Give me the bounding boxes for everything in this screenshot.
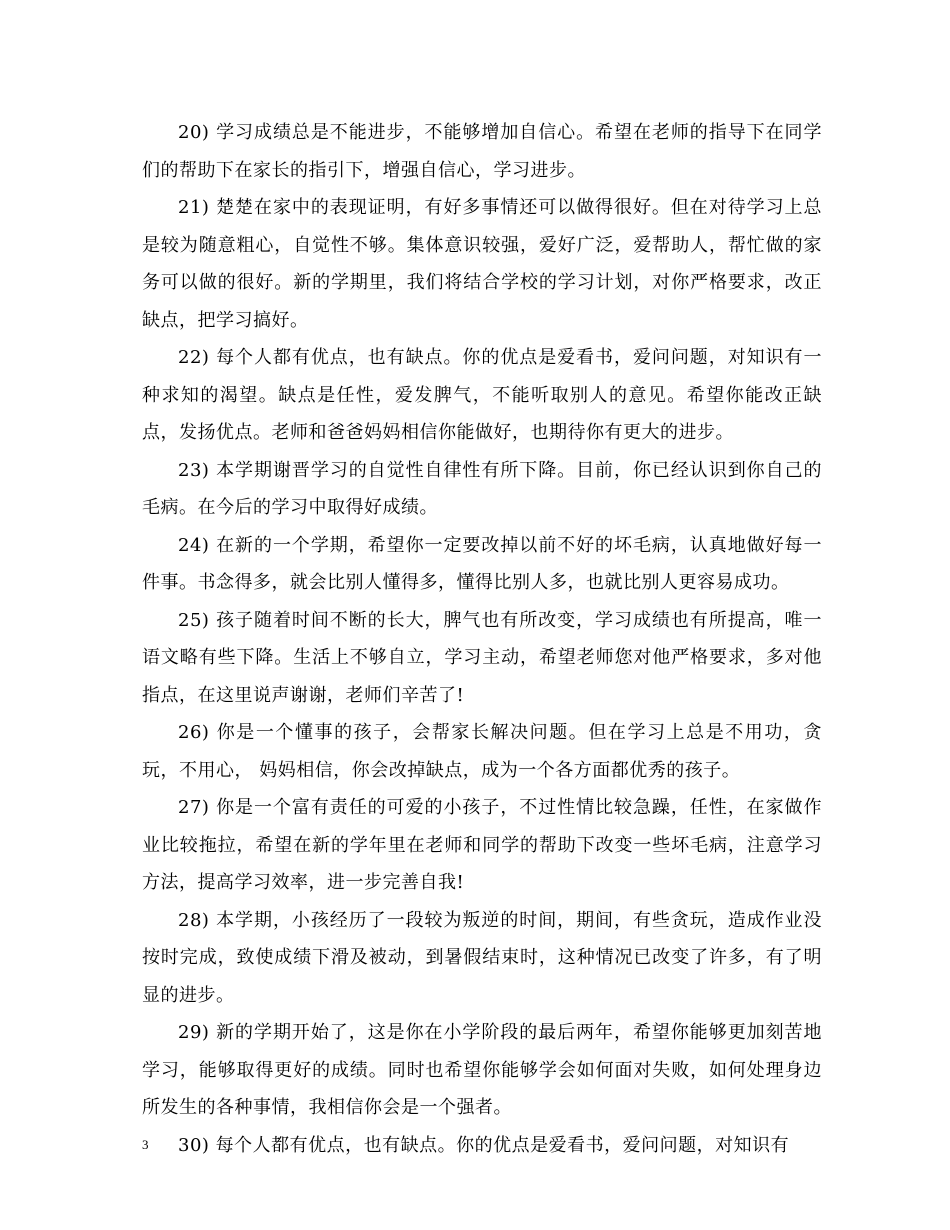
paragraph-25: 25) 孩子随着时间不断的长大，脾气也有所改变，学习成绩也有所提高，唯一语文略有些下降。生活上不够自立，学习主动，希望老师您对他严格要求，多对他指点，在这里说声谢谢，老师们辛苦了!	[142, 609, 822, 706]
paragraph-26: 26) 你是一个懂事的孩子，会帮家长解决问题。但在学习上总是不用功，贪玩，不用心， 妈妈相信，你会改掉缺点，成为一个各方面都优秀的孩子。	[142, 722, 822, 781]
document-body	[142, 114, 822, 1164]
paragraph-30: 30) 每个人都有优点，也有缺点。你的优点是爱看书，爱问问题，对知识有	[178, 1134, 790, 1156]
paragraph-20: 20) 学习成绩总是不能进步，不能够增加自信心。希望在老师的指导下在同学们的帮助下在家长的指引下，增强自信心，学习进步。	[142, 122, 822, 181]
paragraph-29: 29) 新的学期开始了，这是你在小学阶段的最后两年，希望你能够更加刻苦地学习，能够取得更好的成绩。同时也希望你能够学会如何面对失败，如何处理身边所发生的各种事情，我相信你会是一个强者。	[142, 1022, 822, 1118]
paragraph-21: 21) 楚楚在家中的表现证明，有好多事情还可以做得很好。但在对待学习上总是较为随意粗心，自觉性不够。集体意识较强，爱好广泛，爱帮助人，帮忙做的家务可以做的很好。新的学期里，我们将结合学校的学习计划，对你严格要求，改正缺点，把学习搞好。	[142, 197, 822, 331]
paragraph-23: 23) 本学期谢晋学习的自觉性自律性有所下降。目前，你已经认识到你自己的毛病。在今后的学习中取得好成绩。	[142, 459, 822, 518]
paragraph-28: 28) 本学期，小孩经历了一段较为叛逆的时间，期间，有些贪玩，造成作业没按时完成，致使成绩下滑及被动，到暑假结束时，这种情况已改变了许多，有了明显的进步。	[142, 909, 822, 1006]
paragraph-22: 22) 每个人都有优点，也有缺点。你的优点是爱看书，爱问问题，对知识有一种求知的渴望。缺点是任性，爱发脾气，不能听取别人的意见。希望你能改正缺点，发扬优点。老师和爸爸妈妈相信你能做好，也期待你有更大的进步。	[142, 347, 822, 443]
page-number: 3	[142, 1137, 149, 1152]
paragraph-27: 27) 你是一个富有责任的可爱的小孩子，不过性情比较急躁，任性，在家做作业比较拖拉，希望在新的学年里在老师和同学的帮助下改变一些坏毛病，注意学习方法，提高学习效率，进一步完善自我!	[142, 797, 822, 893]
paragraph-24: 24) 在新的一个学期，希望你一定要改掉以前不好的坏毛病，认真地做好每一件事。书念得多，就会比别人懂得多，懂得比别人多，也就比别人更容易成功。	[142, 534, 822, 593]
